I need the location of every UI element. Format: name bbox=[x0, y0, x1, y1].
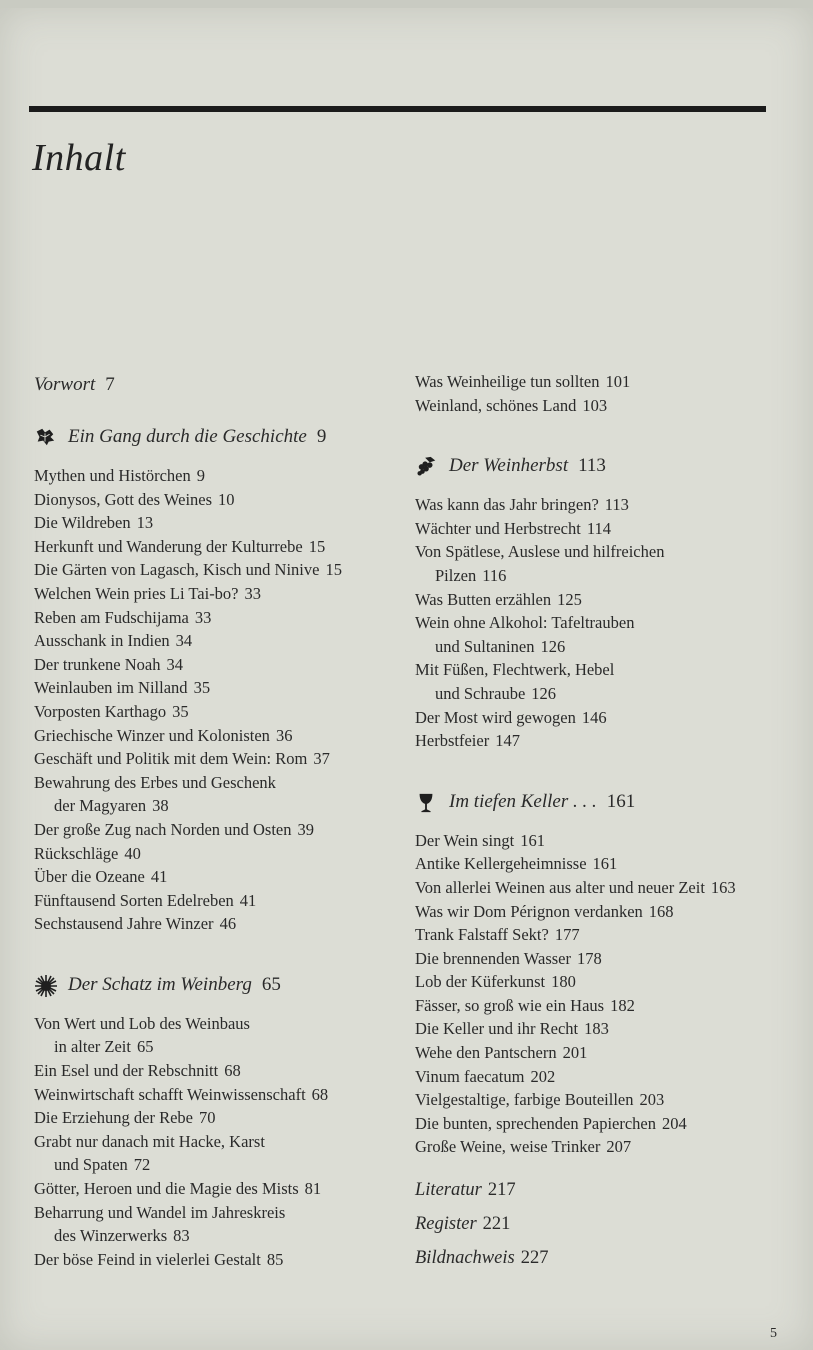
toc-entry bbox=[415, 1088, 805, 1112]
entry-page: 180 bbox=[551, 972, 576, 992]
wine-glass-icon bbox=[415, 791, 437, 813]
entry-page: 10 bbox=[218, 489, 235, 509]
entry-page: 161 bbox=[592, 854, 618, 874]
entry-title: Von Spätlese, Auslese und hilfreichen bbox=[415, 542, 665, 562]
toc-entry bbox=[415, 706, 805, 730]
toc-entry bbox=[34, 1177, 404, 1201]
section-title: Der Schatz im Weinberg bbox=[68, 973, 252, 995]
entry-page: 182 bbox=[610, 995, 635, 1015]
entry-page: 146 bbox=[581, 707, 607, 727]
toc-entry bbox=[34, 558, 404, 582]
entry-page: 207 bbox=[606, 1137, 632, 1157]
toc-entry bbox=[415, 658, 805, 682]
entry-title: Der böse Feind in vielerlei Gestalt bbox=[34, 1249, 261, 1269]
entry-title: Mythen und Histörchen bbox=[34, 466, 191, 485]
entry-title: Fünftausend Sorten Edelreben bbox=[34, 890, 234, 910]
entry-title: Über die Ozeane bbox=[34, 867, 145, 887]
toc-entry bbox=[34, 535, 404, 559]
section-page: 113 bbox=[578, 455, 606, 477]
entry-page: 40 bbox=[124, 843, 141, 863]
entry-page: 70 bbox=[198, 1108, 216, 1128]
top-rule bbox=[29, 106, 766, 112]
entry-page: 201 bbox=[562, 1043, 588, 1063]
entry-title: Lob der Küferkunst bbox=[415, 972, 546, 992]
toc-entry bbox=[34, 1035, 404, 1059]
entry-page: 83 bbox=[173, 1226, 190, 1246]
entry-title: Reben am Fudschijama bbox=[34, 607, 189, 627]
toc-entry bbox=[415, 1065, 805, 1089]
section-heading bbox=[34, 424, 404, 450]
entry-page: 202 bbox=[530, 1066, 556, 1086]
toc-entry bbox=[415, 493, 805, 517]
entry-title: Sechstausend Jahre Winzer bbox=[34, 914, 214, 934]
entry-title: des Winzerwerks bbox=[54, 1226, 168, 1246]
section-page: 9 bbox=[316, 426, 327, 447]
entry-page: 72 bbox=[133, 1155, 151, 1175]
preface-entry bbox=[34, 372, 404, 398]
entry-title: Rückschläge bbox=[34, 843, 119, 863]
entry-page: 46 bbox=[219, 914, 237, 934]
entry-title: Ein Esel und der Rebschnitt bbox=[34, 1061, 219, 1081]
toc-entry bbox=[34, 865, 404, 889]
toc-entry bbox=[34, 842, 404, 866]
entry-page: 125 bbox=[557, 589, 582, 609]
toc-entry bbox=[415, 900, 805, 924]
toc-entry bbox=[415, 852, 805, 876]
entry-title: Der Wein singt bbox=[415, 830, 515, 850]
toc-entry bbox=[34, 582, 404, 606]
entry-page: 116 bbox=[482, 565, 507, 585]
entry-page: 101 bbox=[605, 372, 631, 391]
entry-title: Fässer, so groß wie ein Haus bbox=[415, 995, 605, 1015]
toc-entry bbox=[34, 464, 404, 488]
backmatter-entry bbox=[415, 1173, 805, 1207]
entry-title: Vielgestaltige, farbige Bouteillen bbox=[415, 1090, 634, 1110]
entry-title: Griechische Winzer und Kolonisten bbox=[34, 725, 270, 745]
entry-title: Herbstfeier bbox=[415, 731, 490, 751]
backmatter-entry bbox=[415, 1207, 805, 1241]
toc-entry bbox=[34, 747, 404, 771]
entry-title: Vinum faecatum bbox=[415, 1066, 525, 1086]
toc-entry bbox=[415, 947, 805, 971]
page-title: Inhalt bbox=[32, 137, 126, 179]
toc-entry bbox=[415, 540, 805, 564]
entry-title: Herkunft und Wanderung der Kulturrebe bbox=[34, 536, 303, 556]
toc-entry bbox=[34, 889, 404, 913]
entry-page: 38 bbox=[152, 796, 169, 816]
toc-right-column bbox=[415, 370, 805, 1275]
entry-title: Wein ohne Alkohol: Tafeltrauben bbox=[415, 613, 635, 633]
entry-title: Grabt nur danach mit Hacke, Karst bbox=[34, 1131, 265, 1151]
entry-title: der Magyaren bbox=[54, 796, 147, 816]
entry-title: Der große Zug nach Norden und Osten bbox=[34, 819, 292, 839]
page-number: 5 bbox=[770, 1326, 777, 1341]
entry-page: 35 bbox=[193, 678, 211, 698]
entry-title: Dionysos, Gott des Weines bbox=[34, 489, 213, 509]
toc-left-column bbox=[34, 372, 404, 1271]
toc-entry bbox=[34, 1106, 404, 1130]
toc-entry bbox=[415, 994, 805, 1018]
backmatter-page: 227 bbox=[520, 1248, 549, 1269]
toc-entry bbox=[415, 729, 805, 753]
section-heading bbox=[415, 789, 805, 815]
entry-page: 33 bbox=[194, 607, 212, 627]
entry-title: Von Wert und Lob des Weinbaus bbox=[34, 1013, 250, 1033]
toc-entry bbox=[34, 1059, 404, 1083]
entry-page: 36 bbox=[275, 725, 293, 745]
entry-title: Große Weine, weise Trinker bbox=[415, 1137, 601, 1157]
toc-entry bbox=[415, 829, 805, 853]
toc-entry bbox=[34, 1083, 404, 1107]
entry-page: 39 bbox=[297, 819, 315, 839]
entry-title: Der trunkene Noah bbox=[34, 654, 161, 674]
entry-title: Die Wildreben bbox=[34, 513, 131, 533]
backmatter-page: 221 bbox=[482, 1214, 511, 1235]
toc-entry bbox=[34, 511, 404, 535]
entry-page: 15 bbox=[308, 536, 326, 556]
entry-title: Von allerlei Weinen aus alter und neuer Zeit bbox=[415, 877, 705, 897]
entry-title: Pilzen bbox=[435, 565, 477, 585]
section-page: 161 bbox=[606, 790, 636, 812]
toc-entry bbox=[415, 517, 805, 541]
toc-entry bbox=[34, 629, 404, 653]
toc-entry bbox=[34, 1153, 404, 1177]
entry-title: Weinland, schönes Land bbox=[415, 395, 577, 415]
entry-page: 147 bbox=[495, 731, 520, 751]
entry-page: 15 bbox=[325, 560, 342, 580]
entry-title: Die bunten, sprechenden Papierchen bbox=[415, 1113, 656, 1133]
entry-title: Ausschank in Indien bbox=[34, 631, 170, 651]
entry-page: 113 bbox=[604, 495, 629, 515]
toc-entry bbox=[415, 611, 805, 635]
toc-entry bbox=[415, 370, 805, 394]
entry-page: 9 bbox=[196, 466, 205, 485]
entry-page: 178 bbox=[576, 948, 602, 968]
grape-leaf-icon bbox=[34, 426, 56, 448]
toc-entry bbox=[415, 1041, 805, 1065]
entry-title: in alter Zeit bbox=[54, 1037, 131, 1057]
backmatter-entry bbox=[415, 1241, 805, 1275]
toc-entry bbox=[34, 1201, 404, 1225]
entry-title: Was Butten erzählen bbox=[415, 589, 552, 609]
entry-title: Der Most wird gewogen bbox=[415, 707, 576, 727]
entry-title: Weinwirtschaft schafft Weinwissenschaft bbox=[34, 1084, 306, 1104]
entry-title: Welchen Wein pries Li Tai-bo? bbox=[34, 583, 239, 603]
entry-page: 126 bbox=[540, 636, 566, 656]
entry-page: 161 bbox=[520, 830, 545, 850]
entry-page: 126 bbox=[531, 683, 557, 703]
sun-icon bbox=[34, 974, 56, 996]
entry-page: 163 bbox=[710, 877, 736, 897]
preface-page: 7 bbox=[105, 374, 115, 395]
entry-page: 168 bbox=[648, 901, 674, 921]
preface-title: Vorwort bbox=[34, 374, 96, 395]
toc-entry bbox=[415, 394, 805, 418]
toc-entry bbox=[34, 676, 404, 700]
backmatter-title: Bildnachweis bbox=[415, 1248, 515, 1269]
entry-page: 35 bbox=[172, 701, 189, 721]
entry-page: 34 bbox=[166, 654, 183, 674]
section-title: Der Weinherbst bbox=[449, 455, 569, 477]
backmatter-title: Register bbox=[415, 1214, 477, 1235]
entry-page: 177 bbox=[554, 925, 580, 945]
entry-title: Die brennenden Wasser bbox=[415, 948, 571, 968]
entry-page: 13 bbox=[136, 513, 154, 533]
toc-entry bbox=[415, 970, 805, 994]
entry-page: 68 bbox=[311, 1084, 329, 1104]
backmatter-page: 217 bbox=[487, 1180, 516, 1201]
entry-title: Was wir Dom Pérignon verdanken bbox=[415, 901, 643, 921]
section-page: 65 bbox=[261, 973, 281, 995]
entry-title: Trank Falstaff Sekt? bbox=[415, 925, 549, 945]
entry-title: Beharrung und Wandel im Jahreskreis bbox=[34, 1202, 286, 1222]
entry-title: Wächter und Herbstrecht bbox=[415, 518, 581, 538]
toc-entry bbox=[415, 1017, 805, 1041]
entry-title: Götter, Heroen und die Magie des Mists bbox=[34, 1179, 299, 1199]
toc-entry bbox=[415, 1135, 805, 1159]
toc-entry bbox=[34, 1224, 404, 1248]
section-title: Ein Gang durch die Geschichte bbox=[68, 426, 307, 447]
entry-page: 204 bbox=[662, 1113, 687, 1133]
entry-title: Antike Kellergeheimnisse bbox=[415, 854, 587, 874]
toc-entry bbox=[415, 564, 805, 588]
entry-title: Die Gärten von Lagasch, Kisch und Ninive bbox=[34, 560, 320, 580]
entry-page: 183 bbox=[584, 1019, 609, 1039]
toc-entry bbox=[34, 771, 404, 795]
entry-page: 203 bbox=[639, 1090, 665, 1110]
entry-title: Was kann das Jahr bringen? bbox=[415, 495, 599, 515]
entry-title: Die Erziehung der Rebe bbox=[34, 1108, 193, 1128]
backmatter-list bbox=[415, 1173, 805, 1275]
toc-entry bbox=[34, 700, 404, 724]
entry-title: Geschäft und Politik mit dem Wein: Rom bbox=[34, 749, 308, 769]
entry-page: 85 bbox=[266, 1249, 284, 1269]
toc-entry bbox=[415, 635, 805, 659]
entry-page: 41 bbox=[150, 867, 168, 887]
toc-entry bbox=[34, 1130, 404, 1154]
entry-page: 81 bbox=[304, 1179, 322, 1199]
section-heading bbox=[415, 453, 805, 479]
toc-entry bbox=[34, 653, 404, 677]
grape-bunch-icon bbox=[415, 455, 437, 477]
entry-title: Was Weinheilige tun sollten bbox=[415, 372, 600, 391]
entry-title: und Schraube bbox=[435, 683, 526, 703]
entry-title: Vorposten Karthago bbox=[34, 701, 167, 721]
section-heading bbox=[34, 972, 404, 998]
entry-page: 33 bbox=[244, 583, 262, 603]
entry-title: Weinlauben im Nilland bbox=[34, 678, 188, 698]
entry-page: 34 bbox=[175, 631, 193, 651]
entry-page: 41 bbox=[239, 890, 257, 910]
toc-entry bbox=[34, 1248, 404, 1272]
toc-entry bbox=[34, 606, 404, 630]
entry-title: Bewahrung des Erbes und Geschenk bbox=[34, 772, 276, 792]
entry-title: Wehe den Pantschern bbox=[415, 1043, 557, 1063]
entry-title: Die Keller und ihr Recht bbox=[415, 1019, 579, 1039]
section-title: Im tiefen Keller . . . bbox=[449, 790, 597, 812]
toc-entry bbox=[34, 488, 404, 512]
backmatter-title: Literatur bbox=[415, 1180, 482, 1201]
entry-page: 68 bbox=[224, 1061, 241, 1081]
book-page bbox=[0, 8, 813, 1350]
toc-entry bbox=[34, 912, 404, 936]
toc-entry bbox=[34, 724, 404, 748]
entry-page: 114 bbox=[586, 518, 611, 538]
toc-entry bbox=[415, 1112, 805, 1136]
toc-entry bbox=[415, 923, 805, 947]
toc-entry bbox=[34, 818, 404, 842]
toc-entry bbox=[415, 876, 805, 900]
entry-title: Mit Füßen, Flechtwerk, Hebel bbox=[415, 660, 615, 680]
toc-entry bbox=[415, 682, 805, 706]
toc-entry bbox=[34, 1012, 404, 1036]
toc-entry bbox=[34, 794, 404, 818]
entry-page: 103 bbox=[582, 395, 608, 415]
entry-page: 65 bbox=[136, 1037, 154, 1057]
entry-page: 37 bbox=[313, 749, 330, 769]
entry-title: und Spaten bbox=[54, 1155, 128, 1175]
entry-title: und Sultaninen bbox=[435, 636, 535, 656]
toc-entry bbox=[415, 588, 805, 612]
